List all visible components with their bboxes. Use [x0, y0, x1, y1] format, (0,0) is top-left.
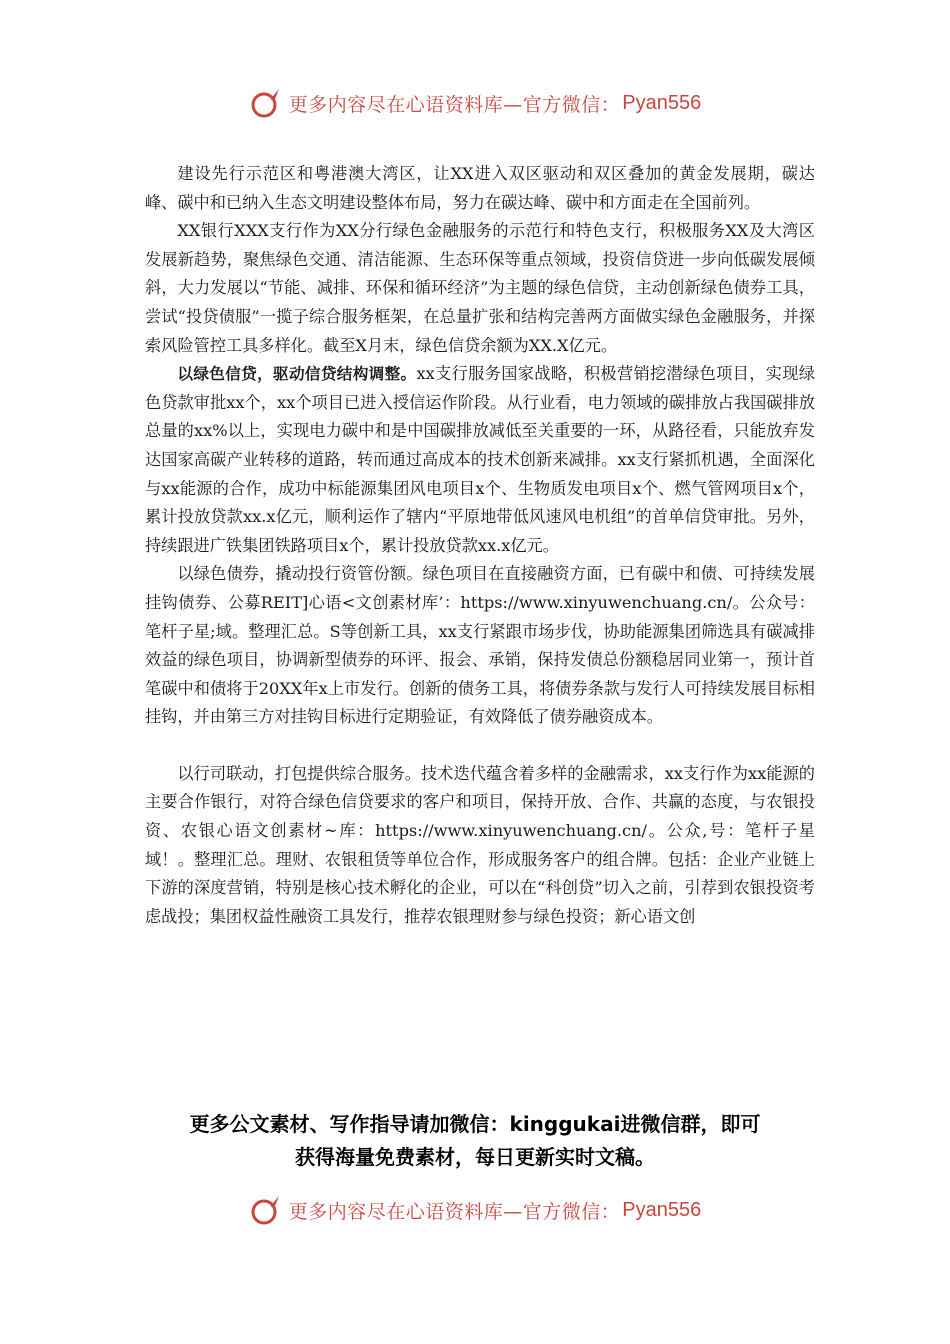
paragraph-text: XX银行XXX支行作为XX分行绿色金融服务的示范行和特色支行，积极服务XX及大湾区发展新趋势，聚焦绿色交通、清洁能源、生态环保等重点领域，投资信贷进一步向低碳发展倾斜，大力发展以“节能、减排、环保和循环经济”为主题的绿色信贷，主动创新绿色债券工具，尝试“投贷债服”一揽子综合服务框架，在总量扩张和结构完善两方面做实绿色金融服务，并探索风险管控工具多样化。截至X月末，绿色信贷余额为XX.X亿元。 — [145, 221, 815, 355]
footer-banner — [0, 1190, 950, 1230]
quill-logo-icon — [249, 1192, 285, 1228]
promo-line-2: 获得海量免费素材，每日更新实时文稿。 — [295, 1145, 655, 1169]
promo-line-1: 更多公文素材、写作指导请加微信：kinggukai进微信群，即可 — [189, 1112, 761, 1136]
header-banner-handle: Pyan556 — [622, 91, 702, 114]
paragraph-lead-heading: 以绿色信贷，驱动信贷结构调整。 — [177, 365, 417, 384]
promo-notice — [100, 1108, 850, 1174]
footer-banner-handle: Pyan556 — [622, 1198, 702, 1221]
paragraph-text: xx支行服务国家战略，积极营销挖潜绿色项目，实现绿色贷款审批xx个，xx个项目已进入授信运作阶段。从行业看，电力领域的碳排放占我国碳排放总量的xx%以上，实现电力碳中和是中国碳排放减低至关重要的一环，从路径看，只能放弃发达国家高碳产业转移的道路，转而通过高成本的技术创新来减排。xx支行紧抓机遇，全面深化与xx能源的合作，成功中标能源集团风电项目x个、生物质发电项目x个、燃气管网项目x个，累计投放贷款xx.x亿元，顺利运作了辖内“平原地带低风速风电机组”的首单信贷审批。另外，持续跟进广铁集团铁路项目x个，累计投放贷款xx.x亿元。 — [145, 364, 815, 555]
footer-banner-text: 更多内容尽在心语资料库—官方微信： — [288, 1200, 621, 1223]
paragraph-text: 建设先行示范区和粤港澳大湾区，让XX进入双区驱动和双区叠加的黄金发展期，碳达峰、碳中和已纳入生态文明建设整体布局，努力在碳达峰、碳中和方面走在全国前列。 — [145, 164, 815, 212]
document-body — [145, 160, 815, 931]
paragraph-green-bonds — [145, 560, 815, 732]
header-banner — [0, 83, 950, 123]
paragraph-green-credit — [145, 360, 815, 560]
paragraph-text: 以绿色债券，撬动投行资管份额。绿色项目在直接融资方面，已有碳中和债、可持续发展挂钩债券、公募REIT]心语<文创素材库’：https://www.xinyuwenchuang.cn/。公众号：笔杆子星;域。整理汇总。S等创新工具，xx支行紧跟市场步伐，协助能源集团筛选具有碳减排效益的绿色项目，协调新型债券的环评、报会、承销，保持发债总份额稳居同业第一，预计首笔碳中和债将于20XX年x上市发行。创新的债务工具，将债券条款与发行人可持续发展目标相挂钩，并由第三方对挂钩目标进行定期验证，有效降低了债券融资成本。 — [145, 564, 815, 727]
paragraph-gap — [145, 732, 815, 760]
header-banner-text: 更多内容尽在心语资料库—官方微信： — [288, 93, 621, 116]
paragraph-intro — [145, 160, 815, 217]
paragraph-joint-services — [145, 760, 815, 932]
quill-logo-icon — [249, 85, 285, 121]
paragraph-branch-overview — [145, 217, 815, 360]
paragraph-text: 以行司联动，打包提供综合服务。技术迭代蕴含着多样的金融需求，xx支行作为xx能源的主要合作银行，对符合绿色信贷要求的客户和项目，保持开放、合作、共赢的态度，与农银投资、农银心语文创素材~库：https://www.xinyuwenchuang.cn/。公众,号：笔杆子星域！。整理汇总。理财、农银租赁等单位合作，形成服务客户的组合牌。包括：企业产业链上下游的深度营销，特别是核心技术孵化的企业，可以在“科创贷”切入之前，引荐到农银投资考虑战投；集团权益性融资工具发行，推荐农银理财参与绿色投资；新心语文创 — [145, 763, 815, 926]
